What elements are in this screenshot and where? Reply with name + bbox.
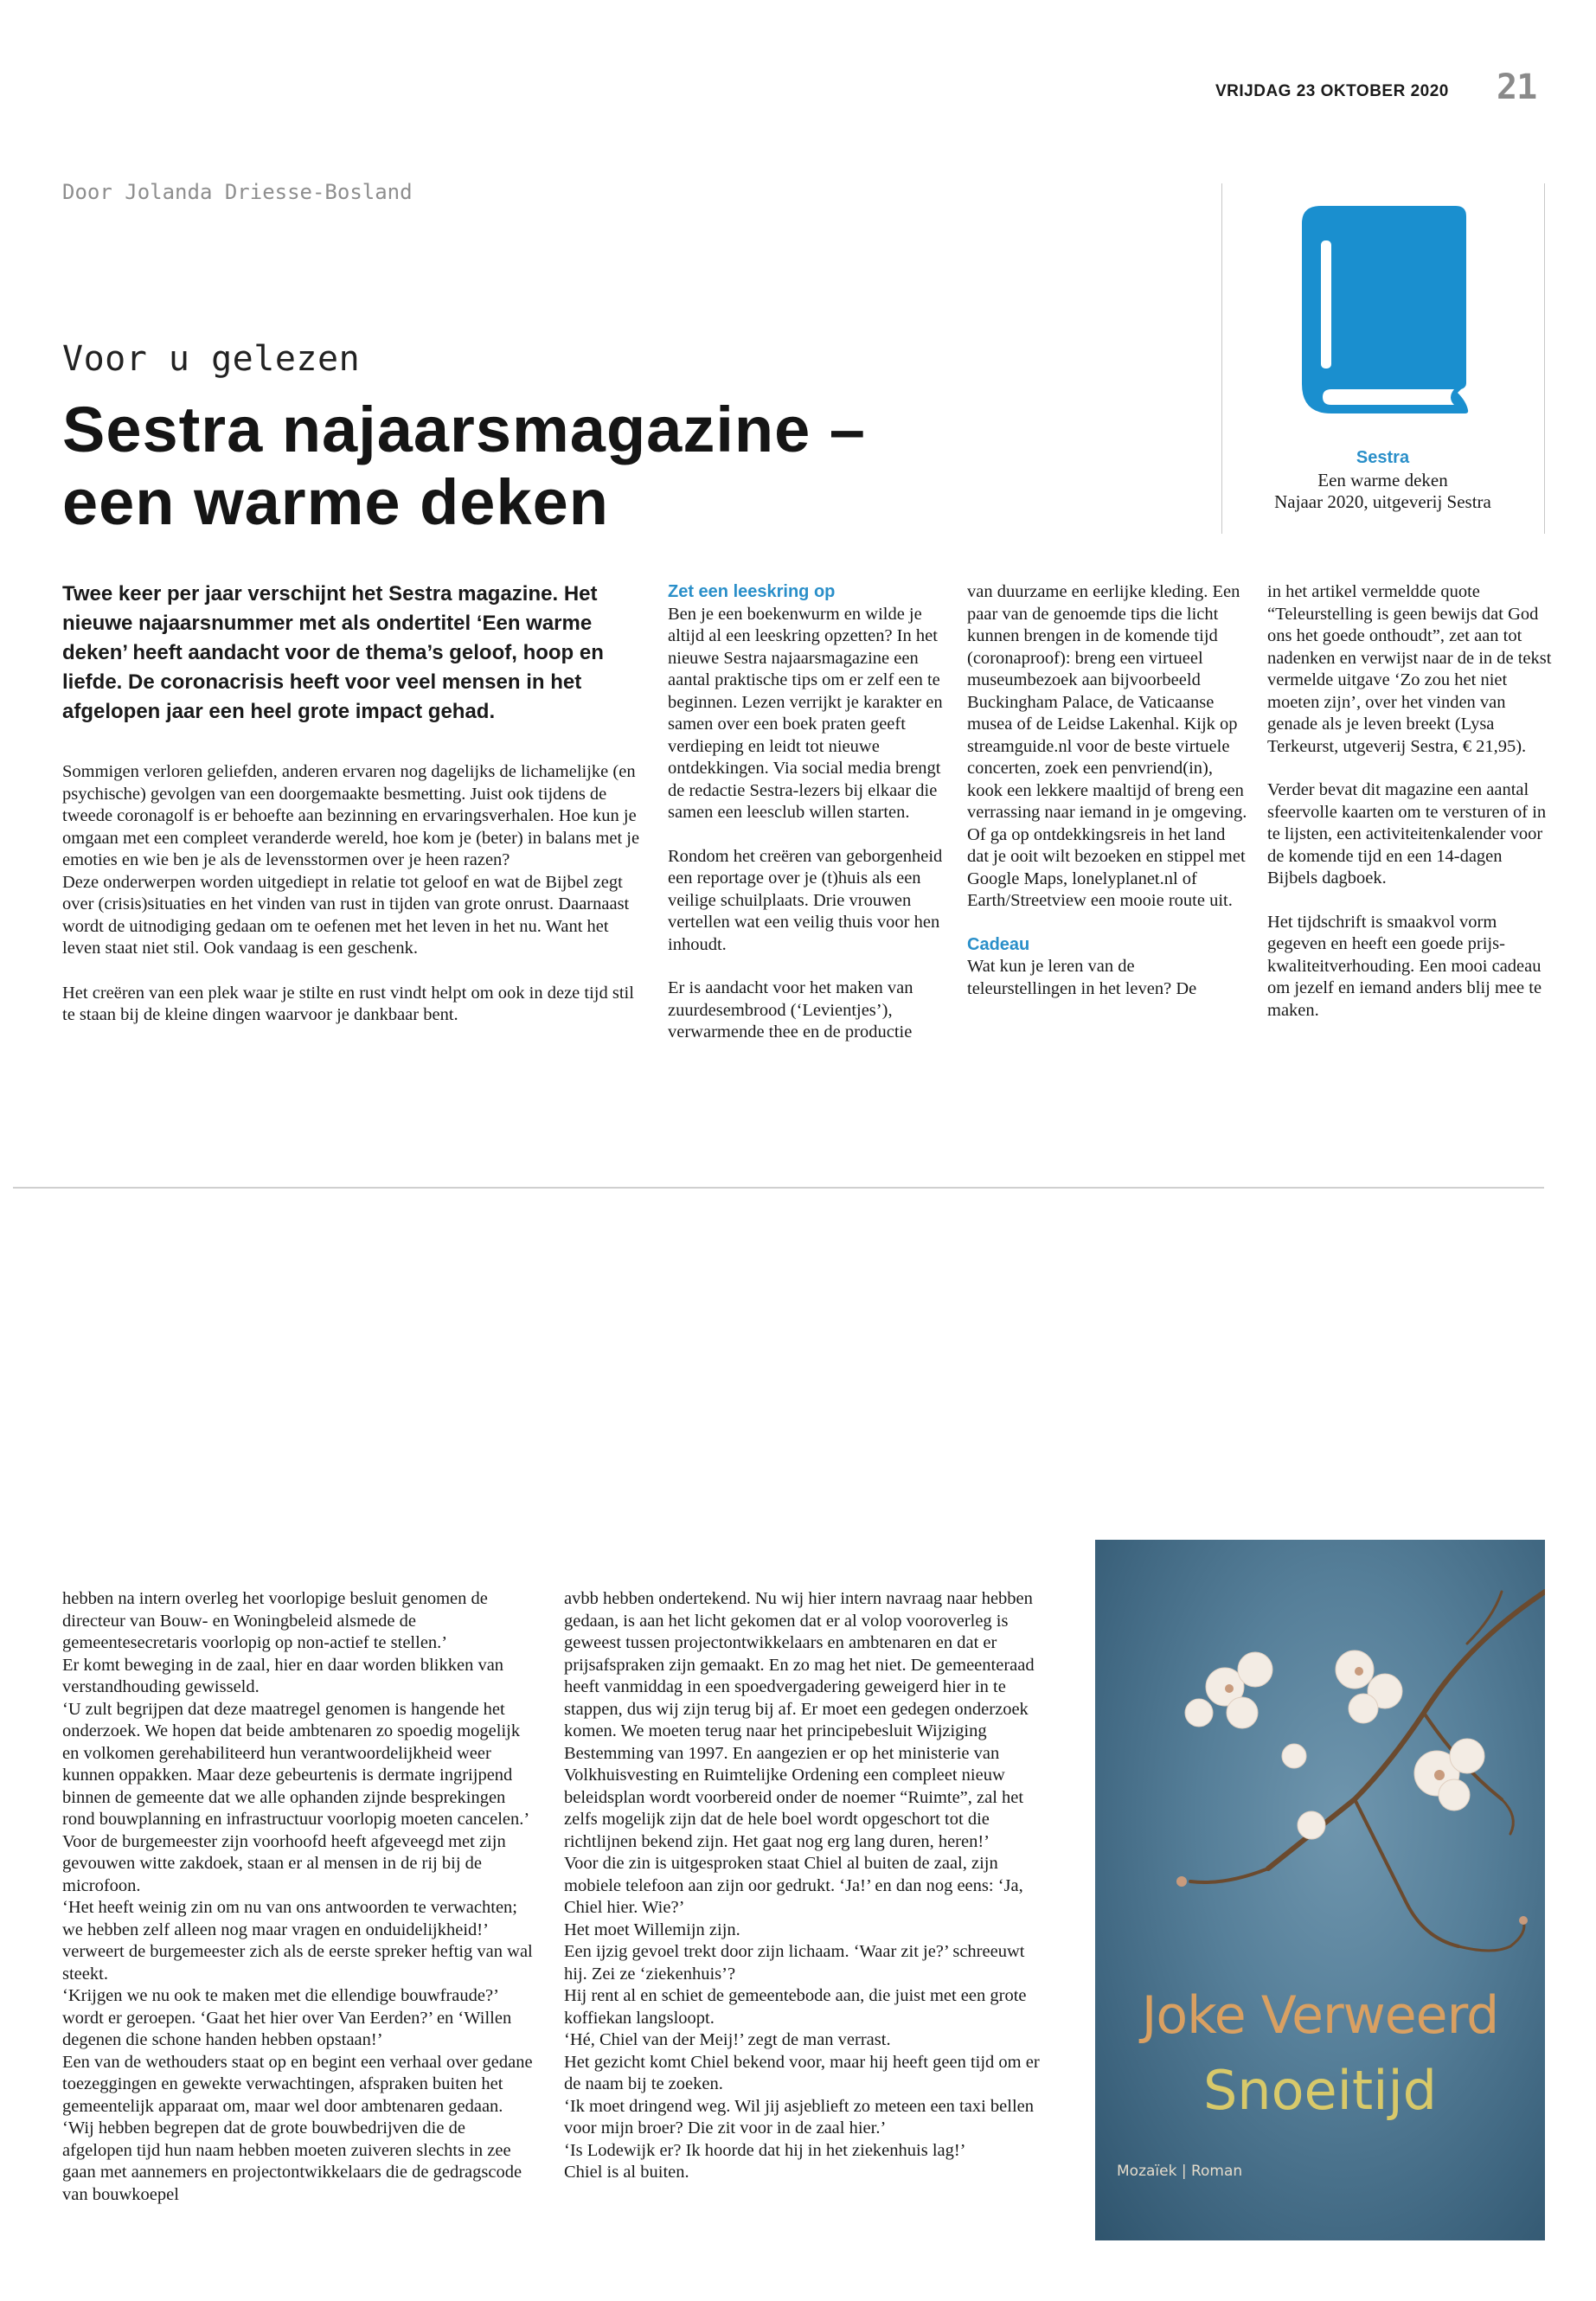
sidebox-book-title: Een warme deken [1317,470,1448,490]
paragraph: ‘Het heeft weinig zin om nu van ons antwoorden te verwachten; we hebben zelf alleen nog maar vragen en onduidelijkheid!’ verweert de burgemeester zich als de eerste spreker heftig van wal steekt. [62,1898,533,1984]
blossom-branch-illustration [1095,1540,1545,2240]
subhead-cadeau: Cadeau [967,934,1030,954]
section-kicker: Voor u gelezen [62,339,361,379]
cover-author: Joke Verweerd [1141,1985,1499,2046]
paragraph: Een van de wethouders staat op en begint een verhaal over gedane toezeggingen en gewekte verwachtingen, afspraken buiten het gemeentelijk apparaat om, maar wel door ambtenaren gedaan. ‘Wij hebben begrepen dat de grote bouwbedrijven die de afgelopen tijd hun naam hebben moeten zuiveren slechts in zee gaan met aannemers en projectontwikkelaars die de gedragscode van bouwkoepel [62,2052,533,2204]
cover-title: Snoeitijd [1202,2059,1438,2122]
paragraph: Ben je een boekenwurm en wilde je altijd al een leeskring opzetten? In het nieuwe Sestra najaarsmagazine een aantal praktische tips om er zelf een te beginnen. Lezen verrijkt je karakter en samen over een boek praten geeft verdieping en leidt tot nieuwe ontdekkingen. Via social media brengt de redactie Sestra-lezers bij elkaar die samen een leesclub willen starten. [668,604,943,822]
paragraph: Er komt beweging in de zaal, hier en daar worden blikken van verstandhouding gewisseld. [62,1655,504,1696]
paragraph: Verder bevat dit magazine een aantal sfeervolle kaarten om te versturen of in te lijsten, een activiteitenkalender voor de komende tijd en een 14-dagen Bijbels dagboek. [1267,780,1547,888]
paragraph: van duurzame en eerlijke kleding. Een paar van de genoemde tips die licht kunnen brengen in de komende tijd (coronaproof): breng een virtueel museumbezoek aan bijvoorbeeld Buckingham Palace, de Vaticaanse musea of de Leidse Lakenhal. Kijk op streamguide.nl voor de beste virtuele concerten, zoek een penvriend(in), kook een lekkere maaltijd of breng een verrassing naar iemand in je omgeving. Of ga op ontdekkingsreis in het land dat je ooit wilt bezoeken en stippel met Google Maps, lonelyplanet.nl of Earth/Streetview een mooie route uit. [967,582,1247,910]
paragraph: Deze onderwerpen worden uitgediept in relatie tot geloof en wat de Bijbel zegt over (crisis)situaties en het vinden van rust in tijden van grote onrust. Daarnaast wordt de uitnodiging gedaan om te oefenen met het leven in het nu. Want het leven staat niet stil. Ook vandaag is een geschenk. [62,872,630,958]
paragraph: Hij rent al en schiet de gemeentebode aan, die juist met een grote koffiekan langsloopt. [564,1986,1027,2028]
story-column-2 [564,1588,1048,2184]
paragraph: Er is aandacht voor het maken van zuurdesembrood (‘Levientjes’), verwarmende thee en de productie [668,978,913,1042]
article-body-column-1 [62,761,642,1049]
article-intro: Twee keer per jaar verschijnt het Sestra magazine. Het nieuwe najaarsnummer met als ondertitel ‘Een warme deken’ heeft aandacht voor de thema’s geloof, hoop en liefde. De coronacrisis heeft voor veel mensen in het afgelopen jaar een heel grote impact gehad. [62,582,604,723]
byline: Door Jolanda Driesse-Bosland [62,180,413,204]
paragraph: Voor die zin is uitgesproken staat Chiel al buiten de zaal, zijn mobiele telefoon aan zijn oor gedrukt. ‘Ja!’ en dan nog eens: ‘Ja, Chiel hier. Wie?’ [564,1854,1023,1917]
paragraph: Het creëren van een plek waar je stilte en rust vindt helpt om ook in deze tijd stil te staan bij de kleine dingen waarvoor je dankbaar bent. [62,983,634,1024]
paragraph: avbb hebben ondertekend. Nu wij hier intern navraag naar hebben gedaan, is aan het licht gekomen dat er al volop vooroverleg is geweest tussen projectontwikkelaars en ambtenaren en dat er prijsafspraken zijn gemaakt. En zo mag het niet. De gemeenteraad heeft vanmiddag in een spoedvergadering geweigerd hier in te stappen, dus wij zijn terug bij af. Er moet een gedegen onderzoek komen. We moeten terug naar het principebesluit Wijziging Bestemming van 1997. En aangezien er op het ministerie van Volkhuisvesting en Ruimtelijke Ordening een compleet nieuw beleidsplan wordt voorbereid onder de noemer “Ruimte”, zal het zelfs mogelijk zijn dat de hele boel wordt opgeschort tot die richtlijnen bekend zijn. Het gaat nog erg lang duren, heren!’ [564,1589,1035,1851]
paragraph: Voor de burgemeester zijn voorhoofd heeft afgeveegd met zijn gevouwen witte zakdoek, staan er al mensen in de rij bij de microfoon. [62,1831,506,1895]
article-body-column-2 [668,581,949,1044]
paragraph: Chiel is al buiten. [564,2163,689,2182]
paragraph: Sommigen verloren geliefden, anderen ervaren nog dagelijks de lichamelijke (en psychische) gevolgen van een doorgemaakte besmetting. Juist ook tijdens de tweede coronagolf is er behoefte aan bezinning en ervaringsverhalen. Hoe kun je omgaan met een compleet veranderde wereld, hoe kom je (beter) in balans met je emoties en wie ben je als de levensstormen over je heen razen? [62,762,640,869]
paragraph: Een ijzig gevoel trekt door zijn lichaam. ‘Waar zit je?’ schreeuwt hij. Zei ze ‘ziekenhuis’? [564,1942,1025,1984]
subhead-leeskring: Zet een leeskring op [668,582,836,601]
paragraph: in het artikel vermeldde quote “Teleurstelling is geen bewijs dat God ons het goede onthoudt”, zet aan tot nadenken en verwijst naar de in de tekst vermelde uitgave ‘Zo zou het niet moeten zijn’, over het vinden van genade als je leven breekt (Lysa Terkeurst, utgeverij Sestra, € 21,95). [1267,582,1552,756]
sidebox-rule-right [1544,183,1545,534]
paragraph: ‘U zult begrijpen dat deze maatregel genomen is hangende het onderzoek. We hopen dat beide ambtenaren zo spoedig mogelijk en volkomen gerehabiliteerd hun verantwoordelijkheid weer kunnen oppakken. Maar deze gebeurtenis is dermate ingrijpend binnen de gemeente dat we alle ophanden zijnde besprekingen rond bouwplanning en infrastructuur voorlopig moeten cancelen.’ [62,1699,530,1829]
paragraph: Het moet Willemijn zijn. [564,1920,740,1939]
headline-line-1: Sestra najaarsmagazine – [62,394,866,465]
headline-line-2: een warme deken [62,465,609,538]
issue-date: VRIJDAG 23 OKTOBER 2020 [1215,82,1449,100]
paragraph: Het tijdschrift is smaakvol vorm gegeven en heeft een goede prijs-kwaliteitverhouding. Een mooi cadeau om jezelf en iemand anders blij mee te maken. [1267,912,1542,1020]
story-column-1 [62,1588,538,2206]
article-body-column-4 [1267,581,1553,1022]
page-number: 21 [1497,67,1537,107]
paragraph: ‘Ik moet dringend weg. Wil jij asjeblieft zo meteen een taxi bellen voor mijn broer? Die zit voor in de zaal hier.’ [564,2096,1034,2138]
paragraph: ‘Hé, Chiel van der Meij!’ zegt de man verrast. [564,2030,891,2049]
book-cover [1095,1540,1545,2240]
book-icon [1302,206,1475,413]
paragraph: ‘Krijgen we nu ook te maken met die ellendige bouwfraude?’ wordt er geroepen. ‘Gaat het hier over Van Eerden?’ en ‘Willen degenen die schone handen hebben opstaan!’ [62,1986,512,2049]
sidebox-edition: Najaar 2020, uitgeverij Sestra [1274,491,1491,512]
paragraph: Het gezicht komt Chiel bekend voor, maar hij heeft geen tijd om er de naam bij te zoeken. [564,2052,1040,2093]
sidebox-label: Sestra [1356,448,1410,467]
section-divider [13,1187,1544,1189]
headline [62,394,1014,538]
paragraph: hebben na intern overleg het voorlopige besluit genomen de directeur van Bouw- en Woningbeleid alsmede de gemeentesecretaris voorlopig op non-actief te stellen.’ [62,1589,488,1652]
article-body-column-3 [967,581,1248,1000]
paragraph: Wat kun je leren van de teleurstellingen in het leven? De [967,957,1197,998]
paragraph: ‘Is Lodewijk er? Ik hoorde dat hij in het ziekenhuis lag!’ [564,2140,966,2160]
cover-publisher: Mozaïek | Roman [1117,2163,1243,2180]
paragraph: Rondom het creëren van geborgenheid een reportage over je (t)huis als een veilige schuilplaats. Drie vrouwen vertellen wat een veilig thuis voor hen inhoudt. [668,846,943,954]
